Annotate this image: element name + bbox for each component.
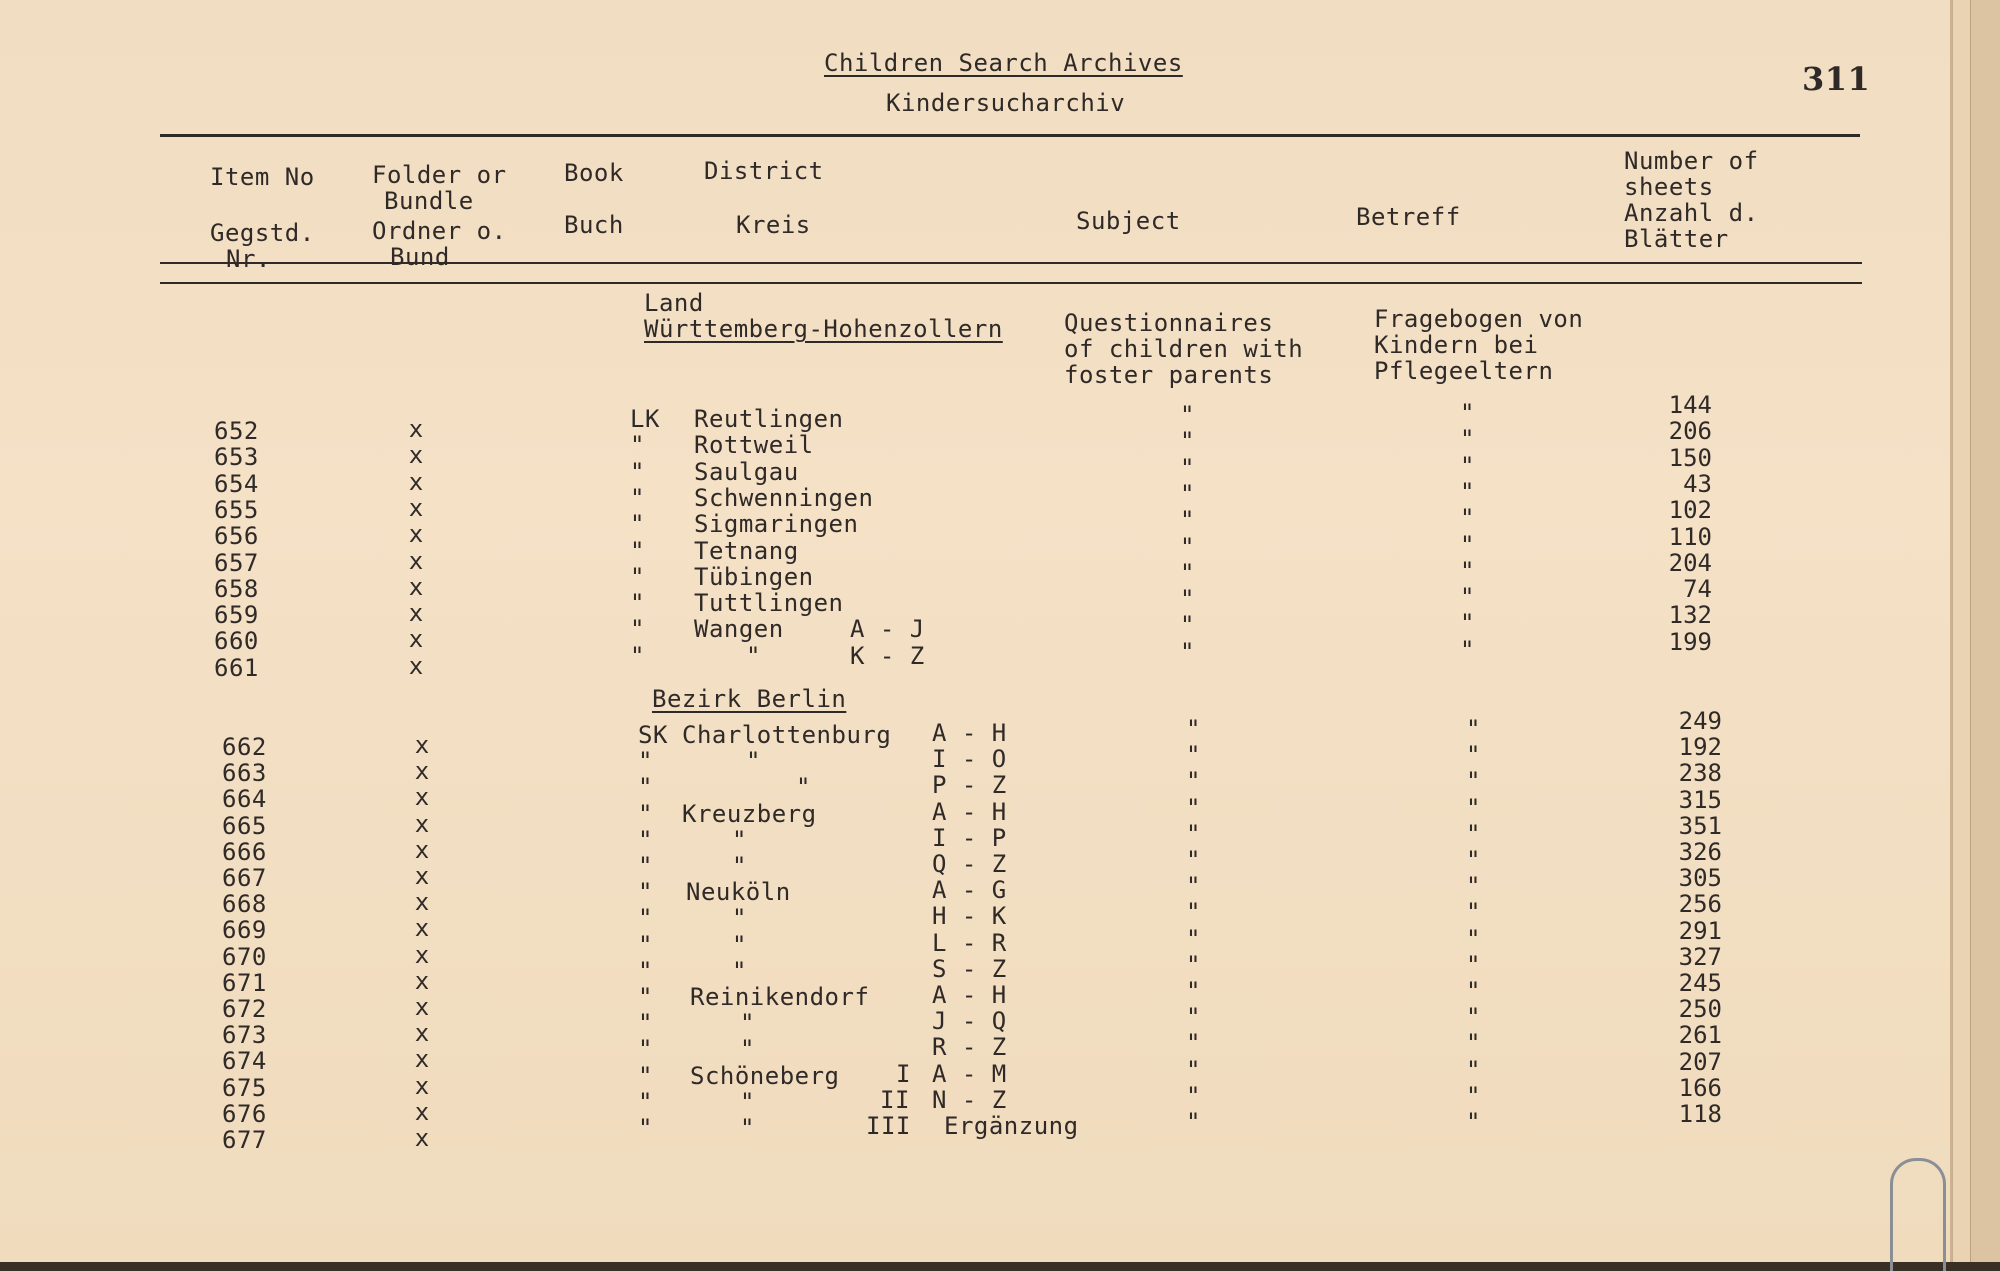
book-code: " [638,800,653,828]
item-number: 659 [214,601,259,629]
section1-betreff-2: Kindern bei [1374,331,1539,359]
section1-subject-2: of children with [1064,335,1304,363]
folder-mark: x [408,468,424,496]
item-number: 653 [214,443,259,471]
betreff-ditto: " [1466,715,1481,743]
letter-range: L - R [932,929,1007,957]
item-number: 676 [222,1100,267,1128]
item-number: 673 [222,1021,267,1049]
sheet-count: 204 [1668,549,1712,577]
item-number: 674 [222,1047,267,1075]
book-code: " [638,904,653,932]
book-code: " [638,826,653,854]
sheet-count: 249 [1678,707,1722,735]
subject-ditto: " [1186,820,1201,848]
item-number: 667 [222,864,267,892]
sheet-count: 245 [1678,969,1722,997]
folder-mark: x [414,810,430,838]
item-number: 655 [214,496,259,524]
subject-ditto: " [1180,480,1195,508]
subject-ditto: " [1186,1056,1201,1084]
book-code: " [630,431,645,459]
col-bundle: Bundle [384,187,474,215]
betreff-ditto: " [1466,1082,1481,1110]
subject-ditto: " [1180,585,1195,613]
item-number: 658 [214,575,259,603]
district-name: " [740,1009,755,1037]
book-code: " [638,1114,653,1142]
subject-ditto: " [1186,767,1201,795]
subject-ditto: " [1186,898,1201,926]
book-code: " [630,537,645,565]
item-number: 677 [222,1126,267,1154]
betreff-ditto: " [1466,767,1481,795]
subject-ditto: " [1186,741,1201,769]
col-buch: Buch [564,211,624,239]
folder-mark: x [414,967,430,995]
betreff-ditto: " [1466,794,1481,822]
betreff-ditto: " [1466,925,1481,953]
folder-mark: x [414,757,430,785]
folder-mark: x [408,625,424,653]
letter-range: A - H [932,798,1007,826]
betreff-ditto: " [1466,898,1481,926]
subject-ditto: " [1180,427,1195,455]
col-sheets-2: sheets [1624,173,1714,201]
letter-range: I - O [932,745,1007,773]
sheet-count: 206 [1668,417,1712,445]
folder-mark: x [408,573,424,601]
col-kreis: Kreis [736,211,811,239]
district-name: Charlottenburg [682,721,892,749]
col-sheets-4: Blätter [1624,225,1729,253]
folder-mark: x [414,1072,430,1100]
letter-range: A - J [850,615,925,643]
page-edge [1952,0,1971,1262]
book-code: " [638,1009,653,1037]
district-name: Reinikendorf [690,983,870,1011]
betreff-ditto: " [1460,557,1475,585]
district-name: Tuttlingen [694,589,844,617]
item-number: 656 [214,522,259,550]
col-folder: Folder or [372,161,507,189]
folder-mark: x [414,731,430,759]
subject-ditto: " [1186,715,1201,743]
col-ordner: Ordner o. [372,217,507,245]
book-code: SK [638,721,668,749]
item-number: 661 [214,654,259,682]
district-name: " [732,931,747,959]
col-bund: Bund [390,243,450,271]
folder-mark: x [414,1124,430,1152]
sheet-count: 250 [1678,995,1722,1023]
item-number: 675 [222,1074,267,1102]
book-code: " [630,642,645,670]
col-betreff: Betreff [1356,203,1461,231]
subject-ditto: " [1180,401,1195,429]
section1-betreff-1: Fragebogen von [1374,305,1584,333]
book-code: " [630,615,645,643]
book-code: " [630,510,645,538]
sheet-count: 256 [1678,890,1722,918]
page-edge-back [1970,0,2000,1262]
district-name: " [740,1114,755,1142]
section1-betreff-3: Pflegeeltern [1374,357,1554,385]
col-sheets-3: Anzahl d. [1624,199,1759,227]
folder-mark: x [408,599,424,627]
sheet-count: 132 [1668,601,1712,629]
sheet-count: 166 [1678,1074,1722,1102]
book-code: " [638,747,653,775]
district-name: Tübingen [694,563,814,591]
folder-mark: x [408,494,424,522]
district-name: " [746,747,761,775]
item-number: 664 [222,785,267,813]
letter-range: Q - Z [932,850,1007,878]
district-name: " [732,826,747,854]
district-name: Tetnang [694,537,799,565]
betreff-ditto: " [1466,872,1481,900]
betreff-ditto: " [1460,583,1475,611]
folder-mark: x [408,415,424,443]
folder-mark: x [408,652,424,680]
item-number: 670 [222,943,267,971]
book-code: " [638,957,653,985]
folder-mark: x [414,1098,430,1126]
sheet-count: 144 [1668,391,1712,419]
item-number: 668 [222,890,267,918]
betreff-ditto: " [1466,977,1481,1005]
subject-ditto: " [1180,611,1195,639]
col-gegstd: Gegstd. [210,219,315,247]
folder-mark: x [414,783,430,811]
subject-ditto: " [1186,1029,1201,1057]
section1-heading: Württemberg-Hohenzollern [644,315,1003,343]
letter-range: I - P [932,824,1007,852]
item-number: 663 [222,759,267,787]
col-nr: Nr. [226,245,271,273]
col-sheets-1: Number of [1624,147,1759,175]
district-name: Schöneberg [690,1062,840,1090]
sheet-count: 305 [1678,864,1722,892]
betreff-ditto: " [1466,1056,1481,1084]
sheet-count: 43 [1683,470,1712,498]
folder-mark: x [414,888,430,916]
betreff-ditto: " [1466,820,1481,848]
sheet-count: 102 [1668,496,1712,524]
district-name: Sigmaringen [694,510,859,538]
betreff-ditto: " [1460,636,1475,664]
page-number: 311 [1802,60,1871,98]
header-rule-top [160,134,1860,137]
district-name: Schwenningen [694,484,874,512]
book-code: " [638,1088,653,1116]
sheet-count: 291 [1678,917,1722,945]
book-code: " [630,458,645,486]
district-name: " [732,852,747,880]
letter-range: P - Z [932,771,1007,799]
book-code: " [638,773,653,801]
item-number: 665 [222,812,267,840]
district-name: Neuköln [686,878,791,906]
sheet-count: 110 [1668,523,1712,551]
sheet-count: 74 [1683,575,1712,603]
letter-range: Ergänzung [944,1112,1079,1140]
book-code: " [638,931,653,959]
district-name: " [732,957,747,985]
sheet-count: 150 [1668,444,1712,472]
folder-mark: x [408,441,424,469]
district-name: Rottweil [694,431,814,459]
betreff-ditto: " [1466,741,1481,769]
book-code: " [630,484,645,512]
folder-mark: x [414,1045,430,1073]
item-number: 654 [214,470,259,498]
sheet-count: 326 [1678,838,1722,866]
folder-mark: x [414,1019,430,1047]
letter-range: J - Q [932,1007,1007,1035]
district-name: Wangen [694,615,784,643]
district-name: " [740,1088,755,1116]
sheet-count: 199 [1668,628,1712,656]
betreff-ditto: " [1466,846,1481,874]
betreff-ditto: " [1466,951,1481,979]
sheet-count: 118 [1678,1100,1722,1128]
subject-ditto: " [1186,1003,1201,1031]
folder-mark: x [414,836,430,864]
item-number: 657 [214,549,259,577]
paper-clip [1890,1158,1946,1271]
district-name: Saulgau [694,458,799,486]
subject-ditto: " [1186,1082,1201,1110]
sheet-count: 315 [1678,786,1722,814]
folder-mark: x [408,547,424,575]
betreff-ditto: " [1466,1108,1481,1136]
subject-ditto: " [1186,794,1201,822]
subject-ditto: " [1186,872,1201,900]
folder-mark: x [408,520,424,548]
letter-range: A - H [932,719,1007,747]
district-name: " [746,642,761,670]
col-district: District [704,157,824,185]
subject-ditto: " [1186,1108,1201,1136]
folder-mark: x [414,941,430,969]
item-number: 671 [222,969,267,997]
letter-range: N - Z [932,1086,1007,1114]
sheet-count: 261 [1678,1021,1722,1049]
document-subtitle: Kindersucharchiv [886,89,1126,117]
subject-ditto: " [1186,846,1201,874]
subject-ditto: " [1186,977,1201,1005]
district-name: Reutlingen [694,405,844,433]
book-code: " [638,1035,653,1063]
subject-ditto: " [1186,925,1201,953]
section1-subject-1: Questionnaires [1064,309,1274,337]
roman-numeral: I [896,1060,911,1088]
letter-range: H - K [932,902,1007,930]
letter-range: A - H [932,981,1007,1009]
section1-land: Land [644,289,704,317]
item-number: 672 [222,995,267,1023]
district-name: " [732,904,747,932]
item-number: 669 [222,916,267,944]
district-name: Kreuzberg [682,800,817,828]
item-number: 662 [222,733,267,761]
book-code: " [638,1062,653,1090]
item-number: 660 [214,627,259,655]
subject-ditto: " [1180,533,1195,561]
betreff-ditto: " [1466,1029,1481,1057]
col-subject: Subject [1076,207,1181,235]
folder-mark: x [414,914,430,942]
subject-ditto: " [1180,638,1195,666]
book-code: " [630,563,645,591]
sheet-count: 238 [1678,759,1722,787]
letter-range: R - Z [932,1033,1007,1061]
subject-ditto: " [1186,951,1201,979]
sheet-count: 351 [1678,812,1722,840]
betreff-ditto: " [1460,425,1475,453]
district-name: " [740,1035,755,1063]
folder-mark: x [414,862,430,890]
subject-ditto: " [1180,506,1195,534]
betreff-ditto: " [1460,399,1475,427]
book-code: " [630,589,645,617]
book-code: " [638,983,653,1011]
betreff-ditto: " [1460,478,1475,506]
subject-ditto: " [1180,559,1195,587]
letter-range: A - M [932,1060,1007,1088]
betreff-ditto: " [1460,531,1475,559]
letter-range: S - Z [932,955,1007,983]
book-code: LK [630,405,660,433]
roman-numeral: III [866,1112,911,1140]
folder-mark: x [414,993,430,1021]
roman-numeral: II [880,1086,910,1114]
item-number: 652 [214,417,259,445]
district-name: " [796,773,811,801]
section1-subject-3: foster parents [1064,361,1274,389]
book-code: " [638,852,653,880]
col-book: Book [564,159,624,187]
book-code: " [638,878,653,906]
letter-range: K - Z [850,642,925,670]
header-rule-bottom [160,282,1862,284]
betreff-ditto: " [1460,504,1475,532]
section2-heading: Bezirk Berlin [652,685,847,713]
betreff-ditto: " [1460,452,1475,480]
betreff-ditto: " [1460,609,1475,637]
sheet-count: 207 [1678,1048,1722,1076]
document-title: Children Search Archives [824,49,1183,77]
item-number: 666 [222,838,267,866]
subject-ditto: " [1180,454,1195,482]
col-item-no: Item No [210,163,315,191]
sheet-count: 327 [1678,943,1722,971]
sheet-count: 192 [1678,733,1722,761]
letter-range: A - G [932,876,1007,904]
betreff-ditto: " [1466,1003,1481,1031]
